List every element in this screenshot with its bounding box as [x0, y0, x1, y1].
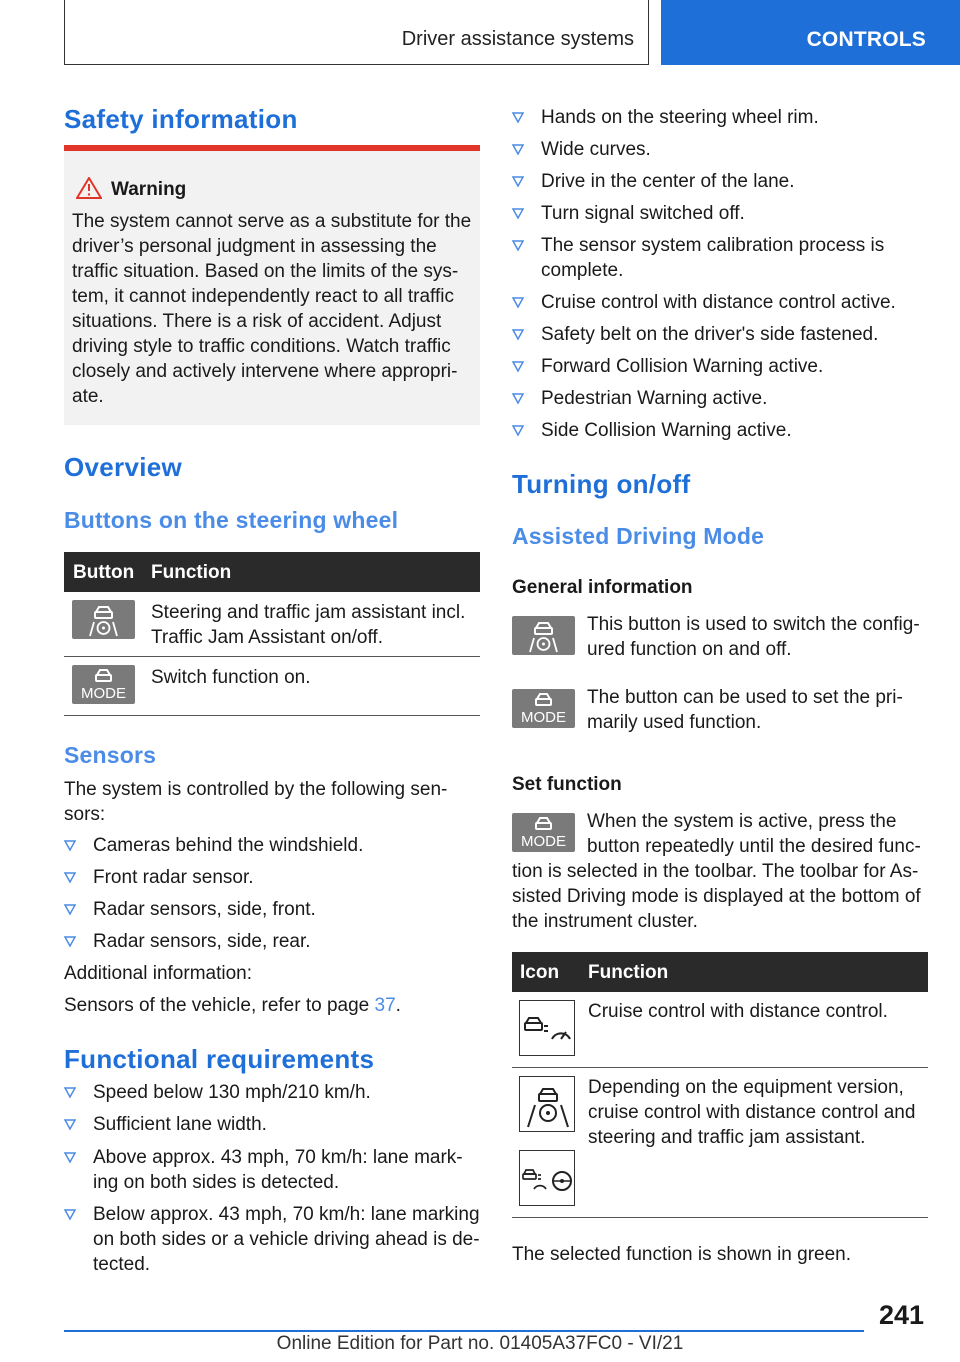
- steering-assist-button-icon: [512, 616, 575, 655]
- bullet-triangle-icon: [512, 208, 524, 220]
- safety-title: Safety information: [64, 104, 298, 134]
- bullet-triangle-icon: [512, 425, 524, 437]
- footer-divider: [64, 1330, 864, 1332]
- header-chapter-tab: [661, 0, 960, 65]
- steering-assist-icon: [519, 1076, 575, 1132]
- table-divider: [512, 1067, 928, 1068]
- buttons-title: Buttons on the steering wheel: [64, 507, 399, 533]
- selected-function-note: The selected function is shown in green.: [512, 1244, 852, 1265]
- header-chapter-title: CONTROLS: [806, 28, 926, 51]
- sensors-intro: The system is controlled by the following sen- sors:: [64, 779, 448, 825]
- bullet-triangle-icon: [64, 1152, 76, 1164]
- general-info-text-2: The button can be used to set the pri- marily used function.: [587, 687, 903, 733]
- steering-assist-button-icon: [72, 600, 135, 639]
- cruise-distance-control-icon: [519, 1000, 575, 1056]
- warning-box: [64, 145, 480, 425]
- general-info-text-1: This button is used to switch the config- ured function on and off.: [587, 614, 920, 660]
- warning-title: Warning: [111, 179, 187, 200]
- cruise-steering-icon: [519, 1150, 575, 1206]
- overview-title: Overview: [64, 452, 183, 482]
- icon-table-header: Icon Function: [512, 952, 928, 992]
- bullet-triangle-icon: [64, 840, 76, 852]
- turning-title: Turning on/off: [512, 469, 691, 499]
- assisted-driving-mode-title: Assisted Driving Mode: [512, 523, 765, 549]
- table-divider: [64, 715, 480, 716]
- sensors-page-reference: Sensors of the vehicle, refer to page 37.: [64, 995, 401, 1016]
- buttons-table-header: Button Function: [64, 552, 480, 592]
- bullet-triangle-icon: [64, 1087, 76, 1099]
- header-section-box: [64, 0, 649, 65]
- bullet-triangle-icon: [64, 904, 76, 916]
- warning-text: The system cannot serve as a substitute for the driver’s personal judgment in assessing the traffic situation. Based on the limits of the sys- tem, it cannot independently react to all traffic situations. There is a risk of accident. Adjust driving style to traffic conditions. Watch traffic closely and actively intervene where appropri- ate.: [72, 211, 472, 407]
- bullet-triangle-icon: [512, 297, 524, 309]
- set-function-text: tion is selected in the toolbar. The toolbar for As- sisted Driving mode is displayed at the bottom of the instrument cluster.: [512, 861, 921, 932]
- bullet-triangle-icon: [512, 361, 524, 373]
- footer-edition: Online Edition for Part no. 01405A37FC0 - VI/21: [276, 1333, 684, 1354]
- mode-button-icon: MODE: [512, 689, 575, 728]
- functional-requirements-title: Functional requirements: [64, 1044, 375, 1074]
- bullet-triangle-icon: [64, 872, 76, 884]
- bullet-triangle-icon: [512, 393, 524, 405]
- set-function-title: Set function: [512, 774, 622, 795]
- table-divider: [512, 1217, 928, 1218]
- mode-button-icon: MODE: [72, 665, 135, 704]
- set-function-text-indented: When the system is active, press the button repeatedly until the desired func-: [587, 811, 921, 857]
- buttons-row1-function: Steering and traffic jam assistant incl. Traffic Jam Assistant on/off.: [151, 602, 466, 648]
- table-divider: [64, 656, 480, 657]
- mode-button-icon: MODE: [512, 813, 575, 852]
- bullet-triangle-icon: [512, 329, 524, 341]
- bullet-triangle-icon: [512, 240, 524, 252]
- general-info-title: General information: [512, 577, 693, 598]
- page-number: 241: [878, 1300, 924, 1330]
- additional-info-label: Additional information:: [64, 963, 252, 984]
- bullet-triangle-icon: [512, 112, 524, 124]
- buttons-row2-function: Switch function on.: [151, 667, 311, 688]
- icon-row1-function: Cruise control with distance control.: [588, 1001, 888, 1022]
- icon-row2-function: Depending on the equipment version, cruise control with distance control and steering and traffic jam assistant.: [588, 1077, 916, 1148]
- bullet-triangle-icon: [64, 936, 76, 948]
- bullet-triangle-icon: [512, 144, 524, 156]
- header-section-title: Driver assistance systems: [401, 28, 634, 50]
- bullet-triangle-icon: [64, 1119, 76, 1131]
- bullet-triangle-icon: [64, 1209, 76, 1221]
- bullet-triangle-icon: [512, 176, 524, 188]
- page-link[interactable]: 37: [374, 995, 396, 1016]
- sensors-title: Sensors: [64, 742, 157, 768]
- warning-triangle-icon: [76, 177, 102, 199]
